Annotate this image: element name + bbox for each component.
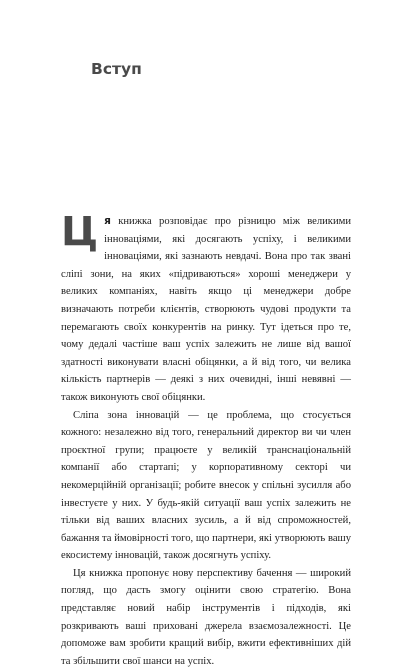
paragraph-1 <box>61 209 351 407</box>
paragraph-3: Ця книжка пропонує нову перспективу бачення — широкий погляд, що дасть змогу оцінити свою стратегію. Вона представляє новий набір інструментів і підходів, які розкривають ваші приховані джерела взаємозалежності. Це допоможе вам зробити кращий вибір, вжити ефективніших дій та збільшити свої шанси на успіх. <box>61 567 351 667</box>
paragraph-2: Сліпа зона інновацій — це проблема, що стосується кожного: незалежно від того, генеральний директор ви чи член проєктної групи; працюєте у великій транснаціональній компанії або стартапі; у корпоративному секторі чи некомерційній організації; робите внесок у спільні зусилля або інвестуєте у них. У будь-якій ситуації ваш успіх залежить не тільки від ваших власних зусиль, а й від спроможностей, бажання та ймовірності того, що партнери, які утворюють вашу екосистему інновацій, також досягнуть успіху. <box>61 409 351 562</box>
drop-cap: Ц <box>61 209 99 255</box>
chapter-heading: Вступ <box>91 60 142 78</box>
chapter-body <box>61 209 351 670</box>
lead-word: я <box>104 215 111 227</box>
paragraph-1-text: книжка розповідає про різницю між великими інноваціями, які досягають успіху, і великими інноваціями, які зазнають невдачі. Вона про так звані сліпі зони, на яких «підриваються» хороші менеджери у великих компаніях, навіть якщо ці менеджери добре визначають потреби клієнтів, створюють чудові продукти та перемагають своїх конкурентів на ринку. Тут ідеться про те, чому дедалі частіше ваш успіх залежить не лише від вашої здатності виконувати власні обіцянки, а й від того, чи велика кількість партнерів — деякі з них очевидні, інші невявні — також виконують свої обіцянки. <box>61 216 351 403</box>
